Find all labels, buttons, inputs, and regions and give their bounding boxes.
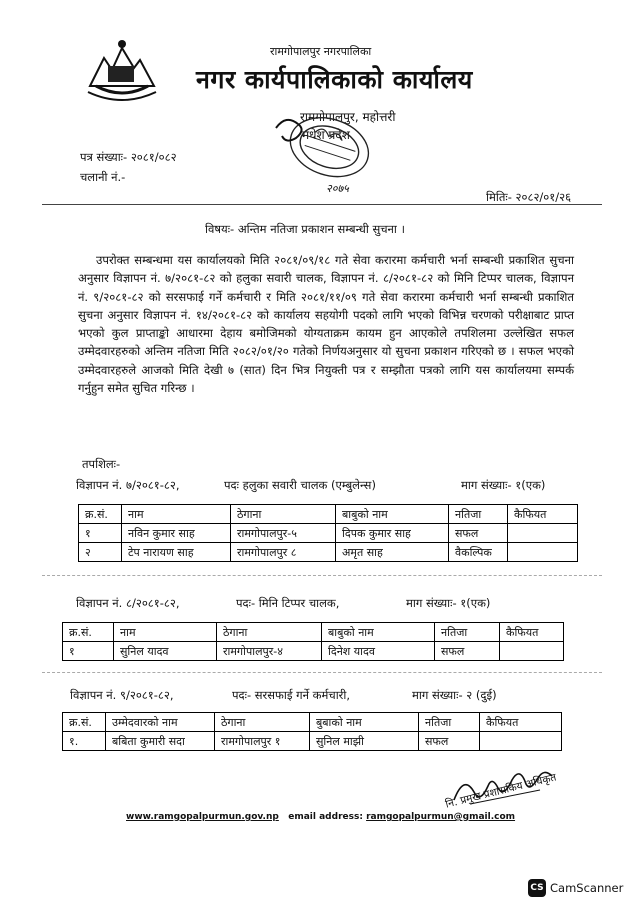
section-demand: माग संख्याः- १(एक) [461,478,546,492]
header-cell: कैफियत [500,623,564,642]
header-divider [42,204,602,205]
cell: सफल [419,732,480,751]
header-cell: उम्मेदवारको नाम [106,713,215,732]
cell: रामगोपालपुर-४ [217,642,322,661]
cell [500,642,564,661]
header-cell: नतिजा [419,713,480,732]
ref-number: पत्र संख्याः- २०८१/०८२ [80,150,177,164]
office-stamp [270,106,380,196]
website-link[interactable]: www.ramgopalpurmun.gov.np [126,812,279,822]
table-row [63,732,562,751]
header-cell: क्र.सं. [63,623,114,642]
section-2-header [76,596,491,611]
header-cell: ठेगाना [231,505,336,524]
address-line-2: मधेश प्रदेश [302,128,350,142]
header-cell: बुबाको नाम [310,713,419,732]
cell: सफल [435,642,500,661]
section-1-header [76,478,546,493]
subject-line: विषयः- अन्तिम नतिजा प्रकाशन सम्बन्धी सुचना । [205,222,405,236]
office-title: नगर कार्यपालिकाको कार्यालय [196,65,473,94]
section-3-header [70,688,497,703]
results-table-1 [78,504,578,562]
email-link[interactable]: ramgopalpurmun@gmail.com [366,812,516,822]
email-label: email address: [288,812,363,822]
section-demand: माग संख्याः- १(एक) [406,596,491,610]
header-cell: कैफियत [480,713,562,732]
header-cell: कैफियत [508,505,578,524]
cell: नविन कुमार साह [122,524,231,543]
cell: सुनिल यादव [114,642,217,661]
section-divider [42,672,602,673]
section-adv: विज्ञापन नं. ७/२०८१-८२, [76,478,180,492]
cell: सुनिल माझी [310,732,419,751]
table-row [63,642,564,661]
results-table-2 [62,622,564,661]
section-post: पदः- मिनि टिप्पर चालक, [236,596,340,610]
table-row [79,524,578,543]
cell [508,524,578,543]
cell: दिनेश यादव [322,642,435,661]
section-divider [42,575,602,576]
tapsil-label: तपशिलः- [82,457,121,471]
cell [508,543,578,562]
header-cell: नतिजा [435,623,500,642]
cell: १. [63,732,106,751]
signatory-title: नि. प्रमुख प्रशासकिय अधिकृत [444,771,558,811]
dispatch-number: चलानी नं.- [80,170,126,184]
section-post: पदः हलुका सवारी चालक (एम्बुलेन्स) [224,478,376,492]
notice-body: उपरोक्त सम्बन्धमा यस कार्यालयको मिति २०८१/०९/१८ गते सेवा करारमा कर्मचारी भर्ना सम्बन्धी प्रकाशित सुचना अनुसार विज्ञापन नं. ७/२०८१-८२ को हलुका सवारी चालक, विज्ञापन नं. ८/२०८१-८२ को मिनि टिप्पर चालक, विज्ञापन नं. ९/२०८१-८२ को सरसफाई गर्ने कर्मचारी र मिति २०८१/११/०९ गते सेवा करारमा कर्मचारी भर्ना सम्बन्धी प्रकाशित सुचना अनुसार विज्ञापन नं. १४/२०८१-८२ को कार्यालय सहयोगी पदको लागि भएको विभिन्न चरणको परीक्षाबाट प्राप्त भएको कुल प्राप्ताङ्को आधारमा देहाय बमोजिमको योग्यताक्रम कायम हुन आएकोले तपशिलमा उल्लेखित सफल उम्मेदवारहरुको अन्तिम नतिजा मिति २०८२/०१/२० गतेको निर्णयअनुसार यो सुचना प्रकाशन गरिएको छ । सफल भएको उम्मेदवारहरुले आजको मिति देखी ७ (सात) दिन भित्र नियुक्ती पत्र र सम्झौता पत्रको लागि यस कार्यालयमा सम्पर्क गर्नुहुन समेत सुचित गरिन्छ । [78,253,574,396]
emblem-logo [82,36,162,108]
municipality-name: रामगोपालपुर नगरपालिका [270,45,372,58]
cell: १ [63,642,114,661]
letter-date: मितिः- २०८२/०१/२६ [486,190,572,204]
table-header-row [79,505,578,524]
cell: रामगोपालपुर १ [215,732,310,751]
camscanner-logo-icon: CS [528,879,546,897]
cell: सफल [449,524,508,543]
table-row [79,543,578,562]
stamp-year: २०७५ [326,182,349,195]
section-adv: विज्ञापन नं. ९/२०८१-८२, [70,688,174,702]
cell: अमृत साह [336,543,449,562]
table-header-row [63,713,562,732]
cell: रामगोपालपुर-५ [231,524,336,543]
cell [480,732,562,751]
header-cell: ठेगाना [215,713,310,732]
address-line-1: रामगोपालपुर, महोत्तरी [300,110,396,124]
footer-contact [126,812,515,822]
header-cell: नाम [114,623,217,642]
cell: बबिता कुमारी सदा [106,732,215,751]
cell: दिपक कुमार साह [336,524,449,543]
cell: वैकल्पिक [449,543,508,562]
header-cell: ठेगाना [217,623,322,642]
results-table-3 [62,712,562,751]
table-header-row [63,623,564,642]
header-cell: नाम [122,505,231,524]
section-post: पदः- सरसफाई गर्ने कर्मचारी, [232,688,351,702]
header-cell: बाबुको नाम [336,505,449,524]
header-cell: नतिजा [449,505,508,524]
header-cell: क्र.सं. [63,713,106,732]
camscanner-label: CamScanner [550,881,624,895]
cell: २ [79,543,122,562]
section-demand: माग संख्याः- २ (दुई) [412,688,497,702]
cell: १ [79,524,122,543]
cell: टेप नारायण साह [122,543,231,562]
camscanner-watermark [528,879,623,897]
header-cell: बाबुको नाम [322,623,435,642]
section-adv: विज्ञापन नं. ८/२०८१-८२, [76,596,180,610]
header-cell: क्र.सं. [79,505,122,524]
cell: रामगोपालपुर ८ [231,543,336,562]
